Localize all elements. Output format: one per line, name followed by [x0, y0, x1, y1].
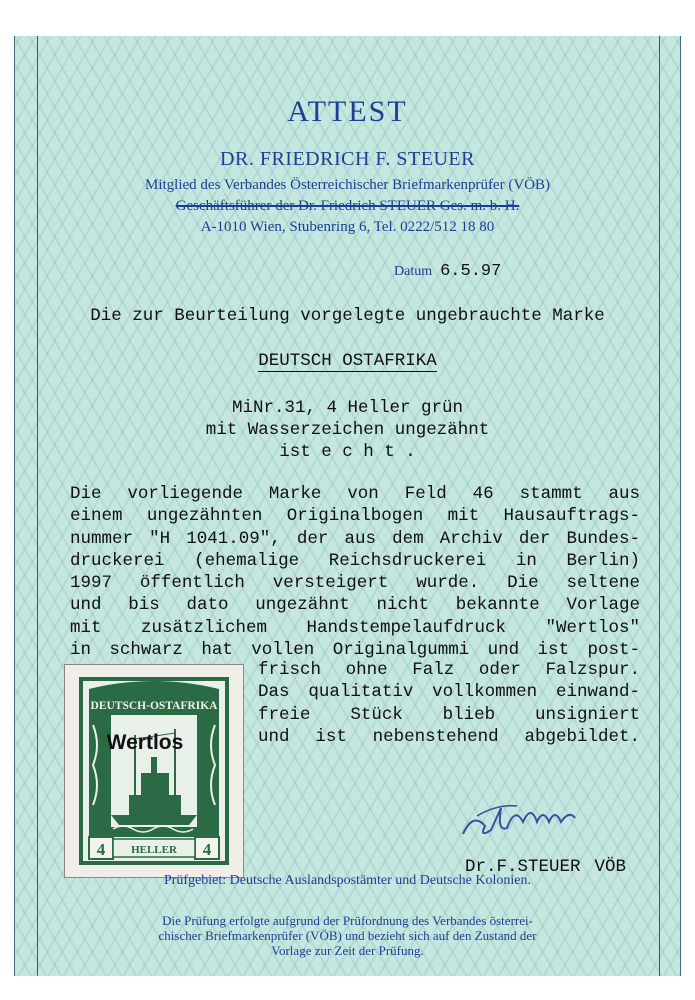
description-line: frisch ohne Falz oder Falzspur. [258, 660, 640, 680]
country-name: DEUTSCH OSTAFRIKA [258, 351, 437, 371]
stamp-value-left: 4 [96, 840, 106, 859]
description-line: 1997 öffentlich versteigert wurde. Die seltene [70, 573, 640, 594]
intro-text: Die zur Beurteilung vorgelegte ungebrauchte Marke [90, 306, 605, 326]
description-line: Die vorliegende Marke von Feld 46 stammt aus [70, 484, 640, 504]
description-line: Das qualitativ vollkommen einwand- [258, 682, 640, 703]
membership-line: Mitglied des Verbandes Österreichischer Briefmarkenprüfer (VÖB) [145, 177, 550, 193]
stamp-overprint: Wertlos [106, 731, 184, 754]
address-line: A-1010 Wien, Stubenring 6, Tel. 0222/512 18 80 [200, 219, 495, 235]
description-line: und bis dato ungezähnt nicht bekannte Vorlage [70, 595, 640, 616]
footer-line: Die Prüfung erfolgte aufgrund der Prüfordnung des Verbandes österrei- [162, 913, 533, 928]
description-line: mit zusätzlichem Handstempelaufdruck "Wertlos" [70, 617, 640, 638]
description-line: nummer "H 1041.09", der aus dem Archiv der Bundes- [70, 528, 640, 549]
certificate-title: ATTEST [287, 95, 408, 128]
signature-graphic [455, 790, 615, 850]
description-line: freie Stück blieb unsigniert [258, 704, 640, 725]
description-line: druckerei (ehemalige Reichsdruckerei in Berlin) [70, 550, 640, 571]
watermark-line: mit Wasserzeichen ungezähnt [205, 420, 490, 440]
verdict-line: ist e c h t . [279, 442, 416, 462]
date-label: Datum [394, 264, 433, 279]
date-value: 6.5.97 [440, 262, 502, 281]
footer-line: chischer Briefmarkenprüfer (VÖB) und bezieht sich auf den Zustand der [158, 928, 537, 943]
stamp-country-text: DEUTSCH-OSTAFRIKA [90, 700, 218, 712]
catalog-line: MiNr.31, 4 Heller grün [231, 398, 464, 418]
examination-scope: Prüfgebiet: Deutsche Auslandspostämter und Deutsche Kolonien. [163, 873, 532, 888]
description-paragraph [70, 483, 640, 661]
signer-org: VÖB [594, 857, 627, 877]
stamp-value-right: 4 [202, 840, 212, 859]
description-line: einem ungezähnten Originalbogen mit Hausauftrags- [70, 506, 640, 527]
stamp-currency: HELLER [131, 844, 177, 856]
footer-line: Vorlage zur Zeit der Prüfung. [271, 943, 424, 958]
examiner-name: DR. FRIEDRICH F. STEUER [220, 148, 475, 170]
description-line: und ist nebenstehend abgebildet. [258, 726, 640, 747]
description-line: in schwarz hat vollen Originalgummi und ist post- [70, 640, 640, 661]
signer-name: Dr.F.STEUER [465, 857, 581, 877]
country-heading [0, 351, 695, 371]
stamp-image [64, 664, 244, 878]
description-paragraph-right [258, 659, 640, 748]
examiner-signature [455, 790, 615, 850]
stamp-illustration [65, 665, 243, 877]
date-field [394, 262, 501, 281]
struck-company-line: Geschäftsführer der Dr. Friedrich STEUER Ges. m. b. H. [175, 198, 520, 214]
